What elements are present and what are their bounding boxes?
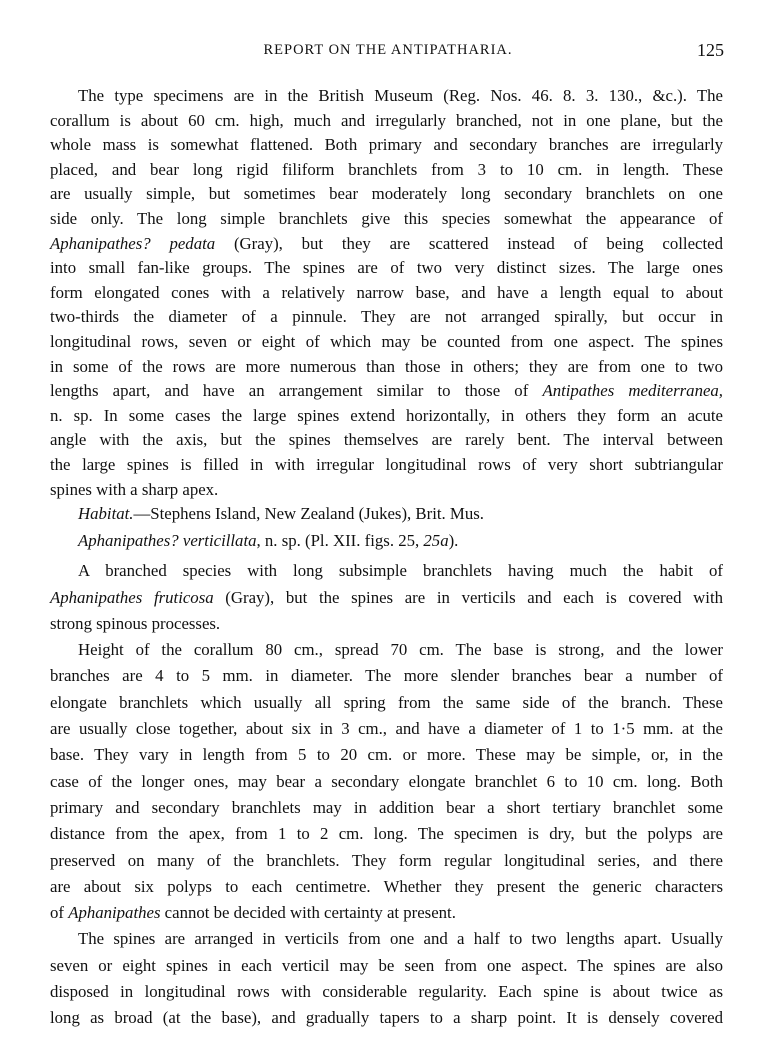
text-line [50, 207, 723, 232]
italic-text: Habitat. [78, 504, 134, 524]
text: strong spinous processes. [50, 613, 221, 633]
text-line [50, 900, 723, 926]
text: long as broad (at the base), and gradually tapers to a sharp point. It is densely covered [50, 1008, 723, 1028]
text-line [50, 979, 723, 1005]
text-line [50, 305, 723, 330]
text: The spines are arranged in verticils from one and a half to two lengths apart. Usually [78, 929, 723, 949]
text: The type specimens are in the British Museum (Reg. Nos. 46. 8. 3. 130., &c.). The [78, 86, 723, 105]
paragraph [50, 84, 723, 502]
text-line [50, 355, 723, 380]
text-line [50, 330, 723, 355]
text-line [50, 821, 723, 847]
text: angle with the axis, but the spines themselves are rarely bent. The interval between [50, 430, 723, 450]
text-line [50, 795, 723, 821]
text-line [50, 769, 723, 795]
text: whole mass is somewhat flattened. Both primary and secondary branches are irregularly [50, 135, 723, 155]
text-line [50, 558, 723, 584]
text-line [50, 585, 723, 611]
species-heading [50, 528, 723, 554]
text-line [50, 133, 723, 158]
text-line [50, 428, 723, 453]
italic-text: Antipathes mediterranea, [542, 381, 723, 401]
text: preserved on many of the branchlets. They form regular longitudinal series, and there [50, 850, 723, 870]
text: , n. sp. (Pl. XII. figs. 25, [256, 531, 424, 550]
text: form elongated cones with a relatively narrow base, and have a length equal to about [50, 282, 723, 302]
text: are usually close together, about six in 3 cm., and have a diameter of 1 to 1·5 mm. at the [50, 719, 723, 739]
text-line [50, 528, 723, 554]
text: are about six polyps to each centimetre. Whether they present the generic characters [50, 876, 723, 896]
paragraph [50, 558, 723, 637]
page-number: 125 [697, 40, 724, 60]
text: (Gray), but the spines are in verticils and each is covered with [213, 587, 723, 607]
text: side only. The long simple branchlets give this species somewhat the appearance of [50, 208, 723, 228]
text: are usually simple, but sometimes bear moderately long secondary branchlets on one [50, 184, 723, 204]
page-header [0, 40, 776, 64]
text: the large spines is filled in with irregular longitudinal rows of very short subtriangular [50, 454, 723, 474]
text-line [50, 281, 723, 306]
text-line [50, 742, 723, 768]
italic-text: Aphanipathes? pedata [50, 233, 216, 253]
text: two-thirds the diameter of a pinnule. They are not arranged spirally, but occur in [50, 307, 723, 327]
text-line [50, 453, 723, 478]
text: lengths apart, and have an arrangement similar to those of [50, 381, 543, 401]
text-line [50, 637, 723, 663]
text-line [50, 404, 723, 429]
text: disposed in longitudinal rows with considerable regularity. Each spine is about twice as [50, 982, 723, 1002]
text-line [50, 84, 723, 109]
text: case of the longer ones, may bear a secondary elongate branchlet 6 to 10 cm. long. Both [50, 771, 723, 791]
text-line [50, 848, 723, 874]
text: in some of the rows are more numerous than those in others; they are from one to two [50, 356, 723, 376]
text: spines with a sharp apex. [50, 479, 219, 499]
paragraph [50, 637, 723, 926]
text-line [50, 874, 723, 900]
running-title: REPORT ON THE ANTIPATHARIA. [263, 42, 513, 58]
text: into small fan-like groups. The spines are of two very distinct sizes. The large ones [50, 258, 723, 278]
text: of [50, 903, 69, 923]
text: seven or eight spines in each verticil may be seen from one aspect. The spines are also [50, 955, 723, 975]
section-aphanipathes-pedata-comparison [50, 84, 723, 527]
text-line [50, 502, 723, 527]
text: longitudinal rows, seven or eight of which may be counted from one aspect. The spines [50, 331, 723, 351]
italic-text: Aphanipathes fruticosa [50, 587, 214, 607]
text-line [50, 182, 723, 207]
text: elongate branchlets which usually all spring from the same side of the branch. These [50, 692, 723, 712]
text: cannot be decided with certainty at present. [160, 903, 456, 923]
text-line [50, 158, 723, 183]
italic-text: Aphanipathes? verticillata [78, 531, 257, 550]
text-line [50, 256, 723, 281]
text-line [50, 663, 723, 689]
text-line [50, 232, 723, 257]
text: placed, and bear long rigid filiform branchlets from 3 to 10 cm. in length. These [50, 159, 723, 179]
italic-text: 25a [423, 531, 449, 550]
text: corallum is about 60 cm. high, much and irregularly branched, not in one plane, but the [50, 110, 723, 130]
text-line [50, 953, 723, 979]
text-line [50, 716, 723, 742]
text-line [50, 1005, 723, 1031]
text-line [50, 611, 723, 637]
paragraph [50, 926, 723, 1031]
text-line [50, 379, 723, 404]
text-line [50, 478, 723, 503]
text: base. They vary in length from 5 to 20 cm. or more. These may be simple, or, in the [50, 745, 723, 765]
text: Height of the corallum 80 cm., spread 70 cm. The base is strong, and the lower [78, 640, 723, 660]
text: —Stephens Island, New Zealand (Jukes), Brit. Mus. [133, 504, 484, 524]
section-aphanipathes-verticillata [50, 528, 723, 1032]
text: (Gray), but they are scattered instead of being collected [215, 233, 723, 253]
text-line [50, 690, 723, 716]
text: branches are 4 to 5 mm. in diameter. The more slender branches bear a number of [50, 666, 723, 686]
text-line [50, 926, 723, 952]
text: n. sp. In some cases the large spines extend horizontally, in others they form an acute [50, 405, 723, 425]
text-line [50, 109, 723, 134]
text: primary and secondary branchlets may in addition bear a short tertiary branchlet some [50, 797, 723, 817]
text: ). [448, 531, 459, 550]
text: distance from the apex, from 1 to 2 cm. long. The specimen is dry, but the polyps are [50, 824, 723, 844]
text: A branched species with long subsimple branchlets having much the habit of [78, 561, 723, 581]
habitat-line [50, 502, 723, 527]
italic-text: Aphanipathes [68, 903, 161, 923]
